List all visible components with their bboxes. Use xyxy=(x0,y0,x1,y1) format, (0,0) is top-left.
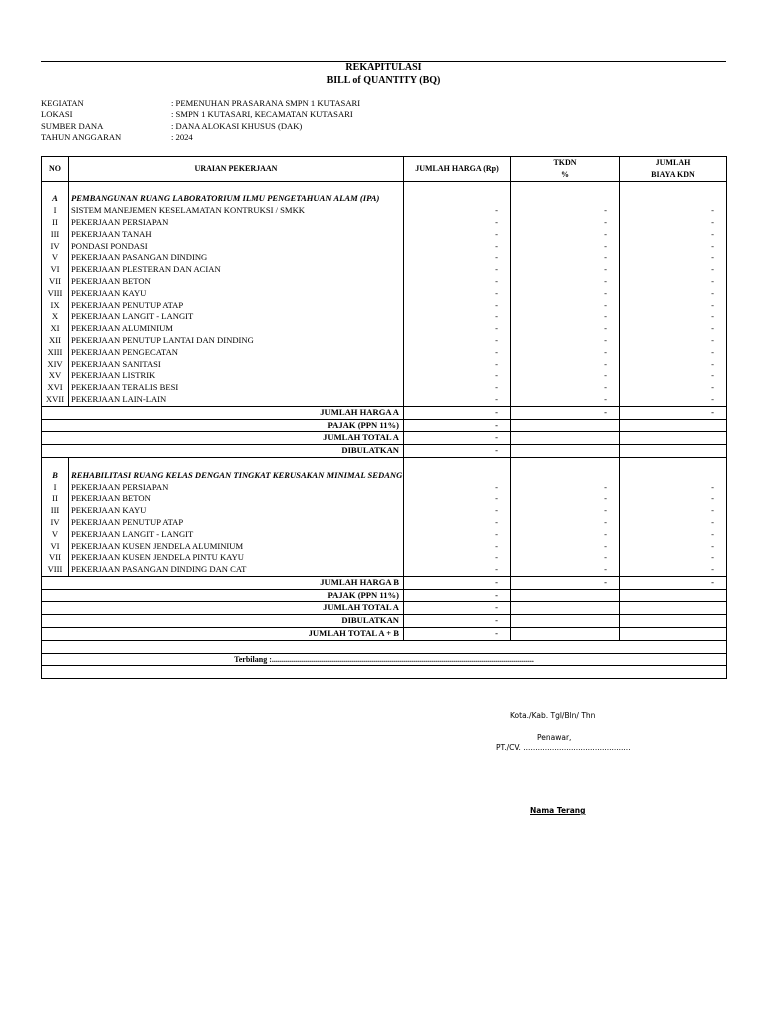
item-no: VII xyxy=(49,552,61,563)
item-desc: PEKERJAAN PENUTUP LANTAI DAN DINDING xyxy=(69,335,404,347)
item-tkdn: - xyxy=(511,335,620,347)
item-desc: PEKERJAAN PLESTERAN DAN ACIAN xyxy=(69,264,404,276)
section-row xyxy=(42,470,727,482)
item-biaya-kdn: - xyxy=(620,564,727,576)
table-row xyxy=(42,205,727,217)
item-tkdn: - xyxy=(511,229,620,241)
sum-jumlah-total-label: JUMLAH TOTAL A xyxy=(42,602,404,615)
table-row xyxy=(42,370,727,382)
item-jumlah-harga: - xyxy=(404,517,511,529)
item-tkdn: - xyxy=(511,517,620,529)
cell-empty xyxy=(620,589,727,602)
table-row xyxy=(42,264,727,276)
item-no: VI xyxy=(50,264,60,275)
item-desc: PEKERJAAN KUSEN JENDELA PINTU KAYU xyxy=(69,552,404,564)
cell-empty xyxy=(511,602,620,615)
table-row xyxy=(42,323,727,335)
item-biaya-kdn: - xyxy=(620,382,727,394)
cell-empty xyxy=(620,445,727,458)
table-row xyxy=(42,217,727,229)
sum-dibulatkan-label: DIBULATKAN xyxy=(42,445,404,458)
item-tkdn: - xyxy=(511,264,620,276)
item-no: VI xyxy=(50,540,60,551)
sum-jumlah-harga-label: JUMLAH HARGA B xyxy=(42,576,404,589)
signature-penawar: Penawar, xyxy=(537,733,572,742)
item-desc: PEKERJAAN BETON xyxy=(69,493,404,505)
item-no: XI xyxy=(50,323,60,334)
item-tkdn: - xyxy=(511,564,620,576)
item-jumlah-harga: - xyxy=(404,564,511,576)
item-biaya-kdn: - xyxy=(620,311,727,323)
cell-empty xyxy=(42,457,69,469)
item-jumlah-harga: - xyxy=(404,382,511,394)
sum-jumlah-harga-tkdn: - xyxy=(511,406,620,419)
item-tkdn: - xyxy=(511,252,620,264)
item-jumlah-harga: - xyxy=(404,288,511,300)
item-jumlah-harga: - xyxy=(404,217,511,229)
item-biaya-kdn: - xyxy=(620,252,727,264)
item-biaya-kdn: - xyxy=(620,529,727,541)
section-row xyxy=(42,193,727,205)
item-desc: PEKERJAAN PASANGAN DINDING xyxy=(69,252,404,264)
item-biaya-kdn: - xyxy=(620,552,727,564)
cell-empty xyxy=(511,419,620,432)
item-jumlah-harga: - xyxy=(404,359,511,371)
item-biaya-kdn: - xyxy=(620,482,727,494)
item-no: VIII xyxy=(47,287,63,298)
cell-empty xyxy=(69,181,404,193)
item-jumlah-harga: - xyxy=(404,529,511,541)
sum-dibulatkan-label: DIBULATKAN xyxy=(42,615,404,628)
cell-empty xyxy=(620,457,727,469)
item-jumlah-harga: - xyxy=(404,241,511,253)
item-jumlah-harga: - xyxy=(404,505,511,517)
item-desc: SISTEM MANEJEMEN KESELAMATAN KONTRUKSI / SMKK xyxy=(69,205,404,217)
item-no: X xyxy=(51,311,59,322)
item-jumlah-harga: - xyxy=(404,482,511,494)
cell-empty xyxy=(42,666,727,679)
cell-empty xyxy=(511,628,620,641)
table-row xyxy=(42,276,727,288)
table-row xyxy=(42,529,727,541)
item-no: XVII xyxy=(45,393,65,404)
cell-empty xyxy=(620,193,727,205)
item-desc: PEKERJAAN PASANGAN DINDING DAN CAT xyxy=(69,564,404,576)
sum-jumlah-harga-biaya: - xyxy=(620,576,727,589)
cell-empty xyxy=(620,602,727,615)
item-tkdn: - xyxy=(511,217,620,229)
terbilang-text: Terbilang :................................................................................................................................... xyxy=(42,653,727,666)
item-tkdn: - xyxy=(511,323,620,335)
item-desc: PONDASI PONDASI xyxy=(69,241,404,253)
item-no: II xyxy=(52,493,58,504)
sum-pajak-row xyxy=(42,589,727,602)
grand-total-value: - xyxy=(404,628,511,641)
table-row xyxy=(42,482,727,494)
item-no: VIII xyxy=(47,564,63,575)
header-tkdn xyxy=(511,157,620,182)
cell-empty xyxy=(42,181,69,193)
cell-empty xyxy=(511,181,620,193)
item-no: V xyxy=(51,528,59,539)
cell-empty xyxy=(620,470,727,482)
item-biaya-kdn: - xyxy=(620,323,727,335)
sum-jumlah-total-row xyxy=(42,602,727,615)
item-no: XIV xyxy=(47,358,63,369)
item-jumlah-harga: - xyxy=(404,335,511,347)
info-key: SUMBER DANA xyxy=(41,120,104,131)
item-jumlah-harga: - xyxy=(404,264,511,276)
table-row xyxy=(42,493,727,505)
item-desc: PEKERJAAN LANGIT - LANGIT xyxy=(69,529,404,541)
item-biaya-kdn: - xyxy=(620,229,727,241)
cell-empty xyxy=(511,457,620,469)
info-value: : SMPN 1 KUTASARI, KECAMATAN KUTASARI xyxy=(171,109,353,120)
spacer-row xyxy=(42,181,727,193)
item-biaya-kdn: - xyxy=(620,370,727,382)
item-desc: PEKERJAAN PERSIAPAN xyxy=(69,482,404,494)
item-tkdn: - xyxy=(511,276,620,288)
item-tkdn: - xyxy=(511,370,620,382)
cell-empty xyxy=(404,193,511,205)
section-code: A xyxy=(52,193,58,204)
boq-table xyxy=(41,156,727,679)
item-biaya-kdn: - xyxy=(620,205,727,217)
item-desc: PEKERJAAN TANAH xyxy=(69,229,404,241)
item-tkdn: - xyxy=(511,541,620,553)
cell-empty xyxy=(620,628,727,641)
doc-subtitle: BILL of QUANTITY (BQ) xyxy=(326,75,441,86)
table-row xyxy=(42,229,727,241)
item-biaya-kdn: - xyxy=(620,347,727,359)
item-jumlah-harga: - xyxy=(404,370,511,382)
item-biaya-kdn: - xyxy=(620,493,727,505)
sum-jumlah-total-label: JUMLAH TOTAL A xyxy=(42,432,404,445)
cell-empty xyxy=(620,432,727,445)
table-row xyxy=(42,241,727,253)
header-uraian: URAIAN PEKERJAAN xyxy=(69,157,404,182)
item-no: XII xyxy=(49,334,61,345)
item-tkdn: - xyxy=(511,205,620,217)
item-biaya-kdn: - xyxy=(620,300,727,312)
sum-jumlah-harga-tkdn: - xyxy=(511,576,620,589)
item-tkdn: - xyxy=(511,552,620,564)
section-code: B xyxy=(52,469,58,480)
signature-city-date: Kota./Kab. Tgl/Bln/ Thn xyxy=(510,711,596,720)
item-jumlah-harga: - xyxy=(404,493,511,505)
sum-jumlah-total-value: - xyxy=(404,432,511,445)
item-tkdn: - xyxy=(511,241,620,253)
sum-jumlah-harga-row xyxy=(42,576,727,589)
cell-empty xyxy=(511,470,620,482)
sum-pajak-value: - xyxy=(404,419,511,432)
spacer-row xyxy=(42,457,727,469)
item-no: I xyxy=(53,205,57,216)
item-jumlah-harga: - xyxy=(404,541,511,553)
item-desc: PEKERJAAN BETON xyxy=(69,276,404,288)
item-jumlah-harga: - xyxy=(404,347,511,359)
item-desc: PEKERJAAN PERSIAPAN xyxy=(69,217,404,229)
table-row xyxy=(42,564,727,576)
item-desc: PEKERJAAN PENUTUP ATAP xyxy=(69,300,404,312)
item-desc: PEKERJAAN KUSEN JENDELA ALUMINIUM xyxy=(69,541,404,553)
item-tkdn: - xyxy=(511,288,620,300)
item-no: XVI xyxy=(47,382,63,393)
sum-dibulatkan-value: - xyxy=(404,445,511,458)
info-key: TAHUN ANGGARAN xyxy=(41,132,122,143)
item-tkdn: - xyxy=(511,529,620,541)
item-tkdn: - xyxy=(511,394,620,406)
cell-empty xyxy=(511,445,620,458)
item-tkdn: - xyxy=(511,505,620,517)
item-biaya-kdn: - xyxy=(620,241,727,253)
cell-empty xyxy=(404,470,511,482)
item-no: VII xyxy=(49,275,61,286)
item-desc: PEKERJAAN KAYU xyxy=(69,288,404,300)
item-desc: PEKERJAAN PENGECATAN xyxy=(69,347,404,359)
cell-empty xyxy=(620,181,727,193)
cell-empty xyxy=(404,181,511,193)
sum-pajak-row xyxy=(42,419,727,432)
table-row xyxy=(42,288,727,300)
cell-empty xyxy=(404,457,511,469)
item-biaya-kdn: - xyxy=(620,517,727,529)
item-biaya-kdn: - xyxy=(620,288,727,300)
cell-empty xyxy=(511,193,620,205)
sum-jumlah-harga-row xyxy=(42,406,727,419)
cell-empty xyxy=(511,432,620,445)
item-jumlah-harga: - xyxy=(404,300,511,312)
table-row xyxy=(42,541,727,553)
item-tkdn: - xyxy=(511,382,620,394)
table-row xyxy=(42,311,727,323)
item-tkdn: - xyxy=(511,482,620,494)
item-biaya-kdn: - xyxy=(620,541,727,553)
sum-jumlah-total-value: - xyxy=(404,602,511,615)
item-desc: PEKERJAAN ALUMINIUM xyxy=(69,323,404,335)
sum-jumlah-harga-biaya: - xyxy=(620,406,727,419)
sum-jumlah-harga-value: - xyxy=(404,576,511,589)
item-no: IX xyxy=(50,299,60,310)
table-row xyxy=(42,300,727,312)
table-row xyxy=(42,252,727,264)
sum-pajak-label: PAJAK (PPN 11%) xyxy=(42,419,404,432)
sum-dibulatkan-row xyxy=(42,445,727,458)
signature-company: PT./CV. ............................................. xyxy=(496,743,631,752)
sum-jumlah-harga-label: JUMLAH HARGA A xyxy=(42,406,404,419)
info-key: LOKASI xyxy=(41,109,73,120)
header-tkdn-label: TKDN xyxy=(553,158,577,167)
header-biaya-label: JUMLAH xyxy=(655,158,691,167)
item-biaya-kdn: - xyxy=(620,276,727,288)
item-tkdn: - xyxy=(511,347,620,359)
section-title: REHABILITASI RUANG KELAS DENGAN TINGKAT KERUSAKAN MINIMAL SEDANG xyxy=(69,470,404,482)
blank-row xyxy=(42,666,727,679)
sum-dibulatkan-row xyxy=(42,615,727,628)
sum-jumlah-total-row xyxy=(42,432,727,445)
grand-total-label: JUMLAH TOTAL A + B xyxy=(42,628,404,641)
cell-empty xyxy=(511,615,620,628)
item-no: IV xyxy=(50,240,60,251)
table-row xyxy=(42,382,727,394)
grand-total-row xyxy=(42,628,727,641)
item-biaya-kdn: - xyxy=(620,264,727,276)
section-title: PEMBANGUNAN RUANG LABORATORIUM ILMU PENGETAHUAN ALAM (IPA) xyxy=(69,193,404,205)
header-tkdn-unit: % xyxy=(561,169,569,179)
item-tkdn: - xyxy=(511,311,620,323)
item-desc: PEKERJAAN LISTRIK xyxy=(69,370,404,382)
item-no: IV xyxy=(50,516,60,527)
item-biaya-kdn: - xyxy=(620,217,727,229)
item-tkdn: - xyxy=(511,300,620,312)
item-biaya-kdn: - xyxy=(620,359,727,371)
header-biaya-kdn xyxy=(620,157,727,182)
item-tkdn: - xyxy=(511,493,620,505)
table-row xyxy=(42,505,727,517)
item-desc: PEKERJAAN KAYU xyxy=(69,505,404,517)
header-biaya-label-2: BIAYA KDN xyxy=(651,169,695,179)
item-tkdn: - xyxy=(511,359,620,371)
info-value: : DANA ALOKASI KHUSUS (DAK) xyxy=(171,120,303,131)
table-row xyxy=(42,347,727,359)
header-no: NO xyxy=(42,157,69,182)
sum-pajak-label: PAJAK (PPN 11%) xyxy=(42,589,404,602)
table-row xyxy=(42,552,727,564)
header-jumlah-harga: JUMLAH HARGA (Rp) xyxy=(404,157,511,182)
item-no: XV xyxy=(48,370,62,381)
item-desc: PEKERJAAN LAIN-LAIN xyxy=(69,394,404,406)
item-desc: PEKERJAAN TERALIS BESI xyxy=(69,382,404,394)
terbilang-row xyxy=(42,653,727,666)
item-no: XIII xyxy=(47,346,63,357)
cell-empty xyxy=(620,419,727,432)
item-biaya-kdn: - xyxy=(620,394,727,406)
blank-row xyxy=(42,640,727,653)
item-no: V xyxy=(51,252,59,263)
item-jumlah-harga: - xyxy=(404,311,511,323)
info-value: : PEMENUHAN PRASARANA SMPN 1 KUTASARI xyxy=(171,98,361,108)
item-jumlah-harga: - xyxy=(404,229,511,241)
item-desc: PEKERJAAN LANGIT - LANGIT xyxy=(69,311,404,323)
doc-title: REKAPITULASI xyxy=(345,62,422,73)
item-jumlah-harga: - xyxy=(404,552,511,564)
item-jumlah-harga: - xyxy=(404,276,511,288)
item-biaya-kdn: - xyxy=(620,335,727,347)
item-no: II xyxy=(52,216,58,227)
item-biaya-kdn: - xyxy=(620,505,727,517)
item-no: I xyxy=(53,481,57,492)
item-jumlah-harga: - xyxy=(404,394,511,406)
item-no: III xyxy=(50,228,60,239)
info-key: KEGIATAN xyxy=(41,98,84,108)
sum-dibulatkan-value: - xyxy=(404,615,511,628)
sum-pajak-value: - xyxy=(404,589,511,602)
signature-name: Nama Terang xyxy=(530,806,586,815)
item-jumlah-harga: - xyxy=(404,323,511,335)
item-desc: PEKERJAAN SANITASI xyxy=(69,359,404,371)
cell-empty xyxy=(620,615,727,628)
item-jumlah-harga: - xyxy=(404,205,511,217)
item-desc: PEKERJAAN PENUTUP ATAP xyxy=(69,517,404,529)
item-no: III xyxy=(50,505,60,516)
table-header-row xyxy=(42,157,727,182)
item-jumlah-harga: - xyxy=(404,252,511,264)
table-row xyxy=(42,359,727,371)
cell-empty xyxy=(69,457,404,469)
table-row xyxy=(42,517,727,529)
sum-jumlah-harga-value: - xyxy=(404,406,511,419)
table-row xyxy=(42,394,727,406)
cell-empty xyxy=(42,640,727,653)
cell-empty xyxy=(511,589,620,602)
info-value: : 2024 xyxy=(171,132,193,143)
table-row xyxy=(42,335,727,347)
